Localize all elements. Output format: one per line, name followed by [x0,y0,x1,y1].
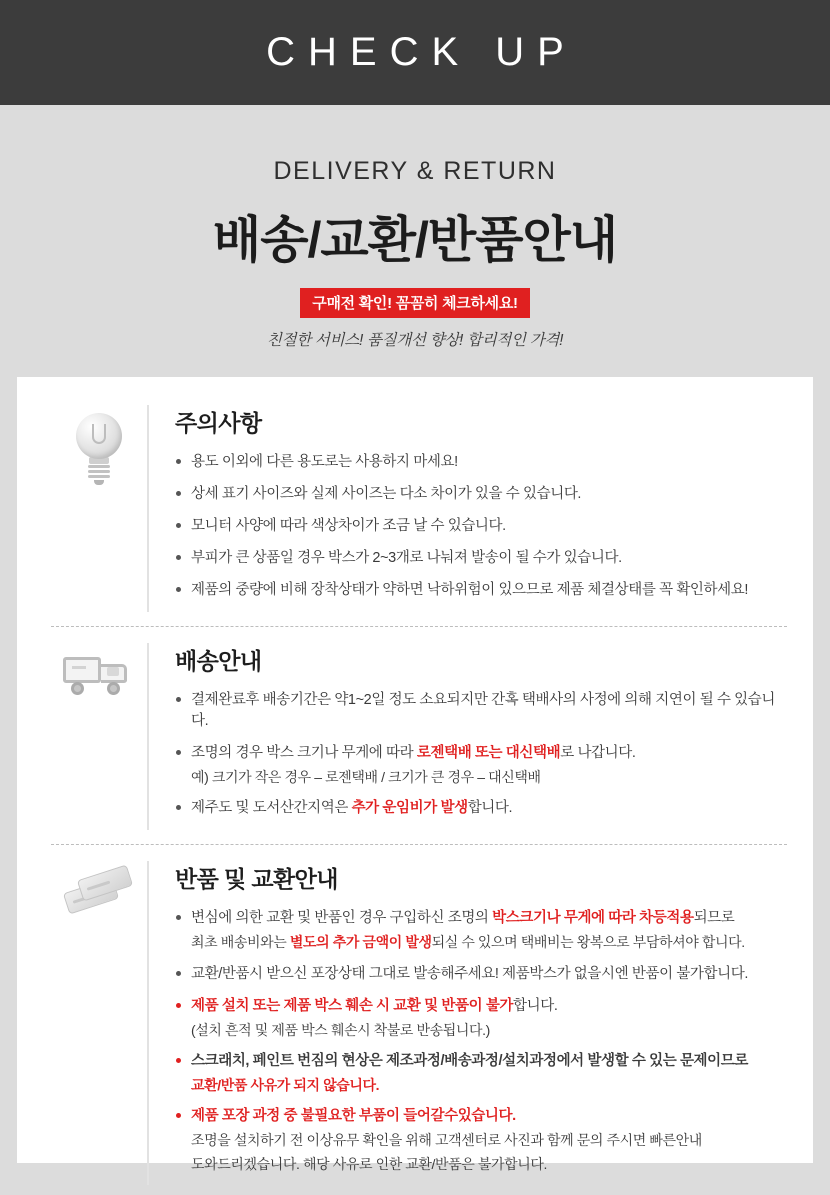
delivery-title: 배송안내 [175,648,262,675]
return-item1-pre: 변심에 의한 교환 및 반품인 경우 구입하신 조명의 [191,910,493,927]
hero-korean-title: 배송/교환/반품안내 [212,212,618,268]
return-item1-sub-post: 되실 수 있으며 택배비는 왕복으로 부담하셔야 합니다. [431,934,745,951]
delivery-item2-post: 로 나갑니다. [560,745,636,762]
delivery-item3-pre: 제주도 및 도서산간지역은 [191,800,352,817]
list-item: 교환/반품시 받으신 포장상태 그대로 발송해주세요! 제품박스가 없을시엔 반품이 불가합니다. [175,964,787,985]
delivery-item2-highlight: 로젠택배 또는 대신택배 [416,745,561,762]
list-item [175,743,787,787]
caution-title: 주의사항 [175,410,262,436]
return-item1-sub-pre: 최초 배송비와는 [191,934,290,951]
hero-section [0,105,830,377]
return-item3-post: 합니다. [513,997,558,1014]
list-item: 부피가 큰 상품일 경우 박스가 2~3개로 나눠져 발송이 될 수가 있습니다. [175,548,787,569]
return-item4-line1: 스크래치, 페인트 번짐의 현상은 제조과정/배송과정/설치과정에서 발생할 수 있는 문제이므로 [191,1053,748,1070]
return-list [175,908,787,1174]
list-item: 제품의 중량에 비해 장착상태가 약하면 낙하위험이 있으므로 제품 체결상태를 꼭 확인하세요! [175,580,787,601]
return-item1-post: 되므로 [693,910,735,927]
list-item [175,908,787,952]
return-item5-sub1: 조명을 설치하기 전 이상유무 확인을 위해 고객센터로 사진과 함께 문의 주시면 빠른안내 [191,1132,702,1149]
return-body [147,861,787,1185]
list-item [175,1106,787,1174]
caution-icon-column [51,405,147,612]
content-card [17,377,813,1172]
return-item1-sub [191,932,787,952]
status-badge: 구매전 확인! 꼼꼼히 체크하세요! [300,288,529,318]
page-header [0,0,830,105]
section-delivery [17,627,813,830]
page-title: CHECK UP [266,30,577,74]
return-item3-highlight: 제품 설치 또는 제품 박스 훼손 시 교환 및 반품이 불가 [191,997,514,1014]
return-icon-column [51,861,147,1185]
delivery-icon-column [51,643,147,830]
delivery-truck-icon [63,651,135,697]
hero-badge-wrap [0,288,830,318]
return-title: 반품 및 교환안내 [175,866,338,893]
return-item4-line2: 교환/반품 사유가 되지 않습니다. [191,1077,380,1094]
delivery-body [147,643,787,830]
delivery-item2-pre: 조명의 경우 박스 크기나 무게에 따라 [191,745,417,762]
caution-body [147,405,787,612]
return-item1-highlight: 박스크기나 무게에 따라 차등적용 [492,910,694,927]
return-item5-highlight: 제품 포장 과정 중 불필요한 부품이 들어갈수있습니다. [191,1108,516,1125]
hero-subtitle: 친절한 서비스! 품질개선 향상! 합리적인 가격! [266,332,564,349]
delivery-item2-sub: 예) 크기가 작은 경우 – 로젠택배 / 크기가 큰 경우 – 대신택배 [191,769,541,786]
section-return [17,845,813,1185]
list-item: 모니터 사양에 따라 색상차이가 조금 날 수 있습니다. [175,516,787,537]
list-item [175,1051,787,1095]
section-caution [17,405,813,612]
return-item5-sub2: 도와드리겠습니다. 해당 사유로 인한 교환/반품은 불가합니다. [191,1155,548,1172]
list-item [175,798,787,819]
list-item: 결제완료후 배송기간은 약1~2일 정도 소요되지만 간혹 택배사의 사정에 의해 지연이 될 수 있습니다. [175,690,787,732]
delivery-item3-highlight: 추가 운임비가 발생 [351,800,468,817]
caution-list [175,452,787,601]
return-item1-sub-highlight: 별도의 추가 금액이 발생 [289,934,432,951]
delivery-item3-post: 합니다. [467,800,513,817]
list-item: 상세 표기 사이즈와 실제 사이즈는 다소 차이가 있을 수 있습니다. [175,484,787,505]
list-item [175,996,787,1040]
list-item: 용도 이외에 다른 용도로는 사용하지 마세요! [175,452,787,473]
lightbulb-icon [76,413,122,612]
delivery-list [175,690,787,819]
return-item3-sub: (설치 흔적 및 제품 박스 훼손시 착불로 반송됩니다.) [191,1021,490,1038]
package-boxes-icon [61,869,137,915]
hero-english-title: DELIVERY & RETURN [273,157,557,185]
